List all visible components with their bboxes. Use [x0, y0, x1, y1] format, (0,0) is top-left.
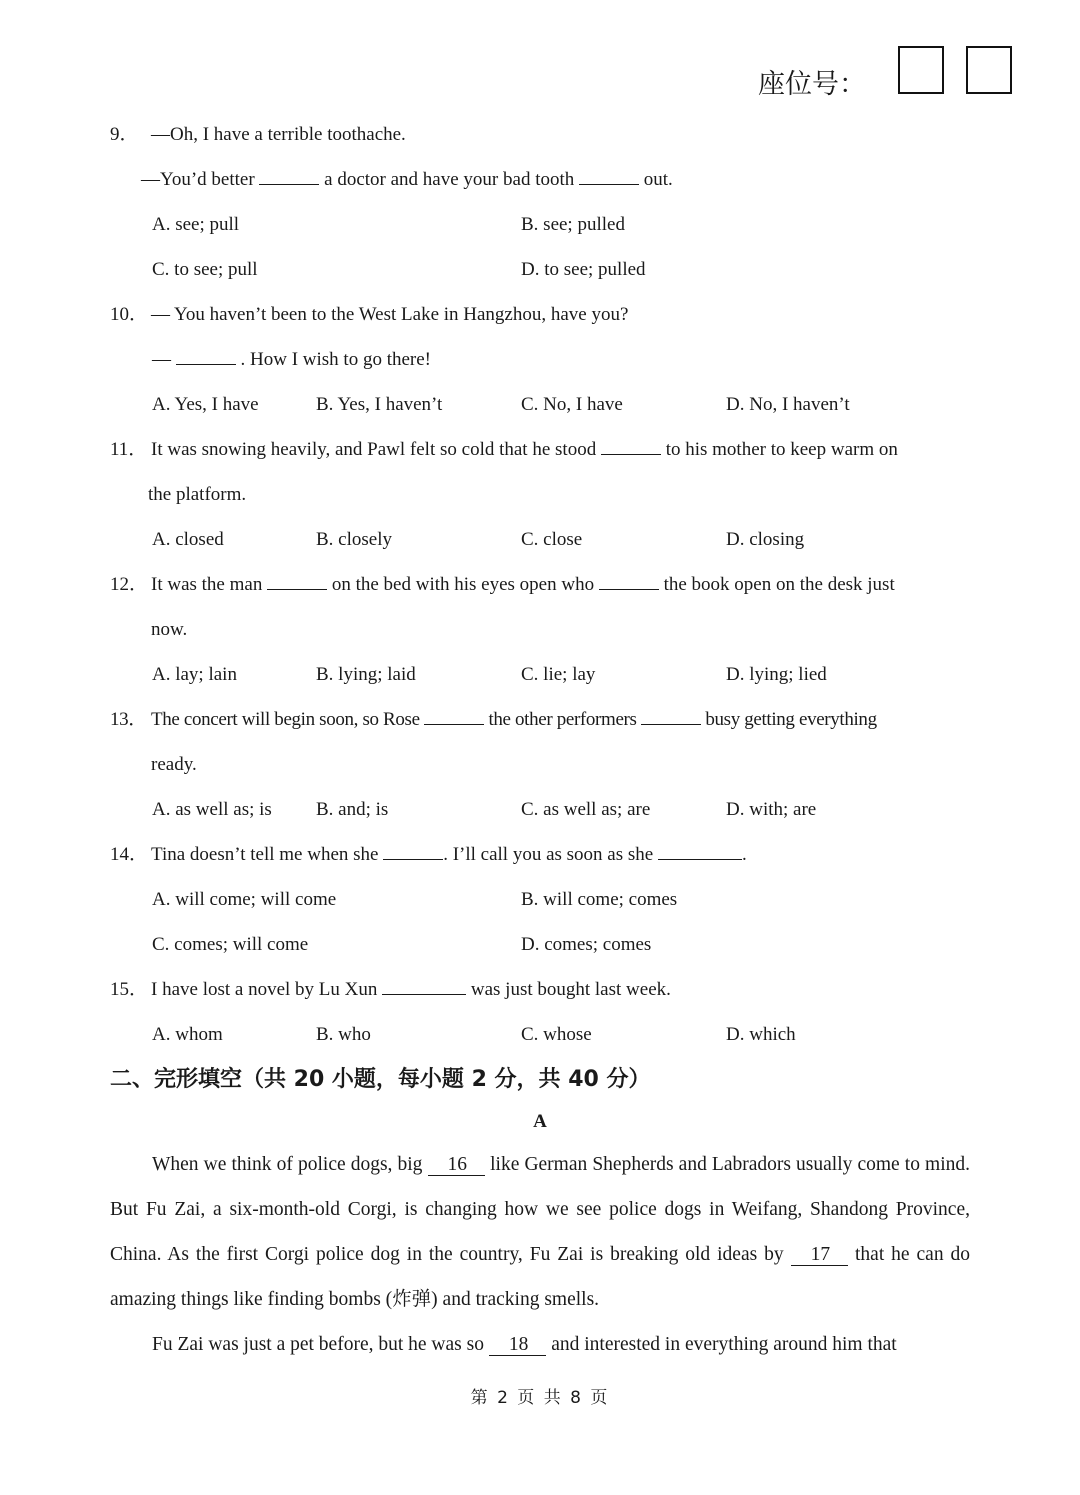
cloze-blank-18: 18: [489, 1334, 547, 1356]
passage-text: that he can do amazing things like finding bombs (炸弹) and tracking smells.: [110, 1244, 970, 1310]
option-c: C. to see; pull: [152, 259, 258, 280]
question-number: 10．: [110, 304, 149, 325]
question-11: [110, 427, 970, 562]
answer-blank: [383, 839, 443, 860]
question-14: [110, 832, 970, 967]
question-9: [110, 112, 970, 292]
option-a: A. lay; lain: [152, 664, 237, 685]
seat-number-box: [898, 46, 944, 94]
passage-paragraph: [110, 1322, 970, 1367]
answer-blank: [424, 704, 484, 725]
option-d: D. with; are: [726, 799, 817, 820]
question-15: [110, 967, 970, 1057]
option-b: B. will come; comes: [521, 889, 678, 910]
question-stem: now.: [151, 619, 188, 640]
question-stem: to his mother to keep warm on: [660, 439, 898, 460]
option-c: C. No, I have: [521, 394, 623, 415]
question-stem: —: [152, 349, 176, 370]
question-10: [110, 292, 970, 427]
option-a: A. Yes, I have: [152, 394, 259, 415]
passage-text: Fu Zai was just a pet before, but he was so: [152, 1334, 489, 1355]
option-a: A. as well as; is: [152, 799, 272, 820]
question-stem: the other performers: [484, 709, 641, 730]
question-number: 12．: [110, 574, 149, 595]
seat-number-area: [758, 46, 1028, 100]
answer-blank: [658, 839, 742, 860]
question-stem: . How I wish to go there!: [235, 349, 431, 370]
option-d: D. comes; comes: [521, 934, 652, 955]
exam-body: [110, 112, 970, 1367]
answer-blank: [599, 569, 659, 590]
option-d: D. No, I haven’t: [726, 394, 850, 415]
question-stem: . I’ll call you as soon as she: [443, 844, 658, 865]
option-d: D. lying; lied: [726, 664, 827, 685]
question-stem: — You haven’t been to the West Lake in Hangzhou, have you?: [151, 304, 629, 325]
option-b: B. see; pulled: [521, 214, 625, 235]
question-stem: busy getting everything: [700, 709, 877, 730]
question-number: 11．: [110, 439, 148, 460]
option-a: A. whom: [152, 1024, 223, 1045]
question-number: 9．: [110, 124, 139, 145]
question-stem: the platform.: [148, 484, 247, 505]
answer-blank: [259, 164, 319, 185]
question-stem: It was the man: [151, 574, 268, 595]
option-a: A. will come; will come: [152, 889, 337, 910]
question-stem: a doctor and have your bad tooth: [319, 169, 579, 190]
passage-text: like German Shepherds and Labradors usually come to mind. But Fu Zai, a six-month-old Corgi, is changing how we see police dogs in Weifang, Shandong Province, China. As the first Corgi police dog in the country, Fu Zai is breaking old ideas by: [110, 1154, 970, 1265]
question-stem: on the bed with his eyes open who: [327, 574, 599, 595]
question-stem: Tina doesn’t tell me when she: [151, 844, 384, 865]
answer-blank: [579, 164, 639, 185]
option-b: B. Yes, I haven’t: [316, 394, 443, 415]
option-a: A. closed: [152, 529, 224, 550]
answer-blank: [267, 569, 327, 590]
cloze-blank-16: 16: [428, 1154, 486, 1176]
question-stem: —Oh, I have a terrible toothache.: [151, 124, 406, 145]
passage-label: A: [533, 1111, 547, 1132]
cloze-blank-17: 17: [791, 1244, 849, 1266]
answer-blank: [382, 974, 466, 995]
option-c: C. whose: [521, 1024, 592, 1045]
option-b: B. and; is: [316, 799, 389, 820]
option-b: B. lying; laid: [316, 664, 416, 685]
question-stem: —You’d better: [141, 169, 260, 190]
answer-blank: [176, 344, 236, 365]
question-stem: ready.: [151, 754, 197, 775]
question-stem: .: [741, 844, 747, 865]
option-b: B. who: [316, 1024, 371, 1045]
question-12: [110, 562, 970, 697]
option-d: D. which: [726, 1024, 796, 1045]
question-stem: The concert will begin soon, so Rose: [151, 709, 425, 730]
passage-text: When we think of police dogs, big: [152, 1154, 428, 1175]
question-number: 14．: [110, 844, 149, 865]
page-footer: 第 2 页 共 8 页: [470, 1388, 610, 1408]
option-c: C. lie; lay: [521, 664, 596, 685]
question-stem: out.: [639, 169, 673, 190]
question-13: [110, 697, 970, 832]
seat-number-label: 座位号：: [758, 69, 866, 99]
option-c: C. as well as; are: [521, 799, 651, 820]
question-number: 13．: [110, 709, 147, 730]
answer-blank: [641, 704, 701, 725]
option-b: B. closely: [316, 529, 392, 550]
answer-blank: [601, 434, 661, 455]
option-c: C. close: [521, 529, 583, 550]
section-title: 二、完形填空（共 20 小题，每小题 2 分，共 40 分）: [110, 1067, 651, 1092]
question-number: 15．: [110, 979, 149, 1000]
question-stem: the book open on the desk just: [658, 574, 895, 595]
passage-text: and interested in everything around him that: [546, 1334, 897, 1355]
question-stem: It was snowing heavily, and Pawl felt so cold that he stood: [151, 439, 601, 460]
seat-number-box: [966, 46, 1012, 94]
option-d: D. closing: [726, 529, 805, 550]
question-stem: was just bought last week.: [466, 979, 671, 1000]
question-stem: I have lost a novel by Lu Xun: [151, 979, 383, 1000]
option-a: A. see; pull: [152, 214, 240, 235]
option-c: C. comes; will come: [152, 934, 309, 955]
passage-paragraph: [110, 1142, 970, 1322]
option-d: D. to see; pulled: [521, 259, 646, 280]
